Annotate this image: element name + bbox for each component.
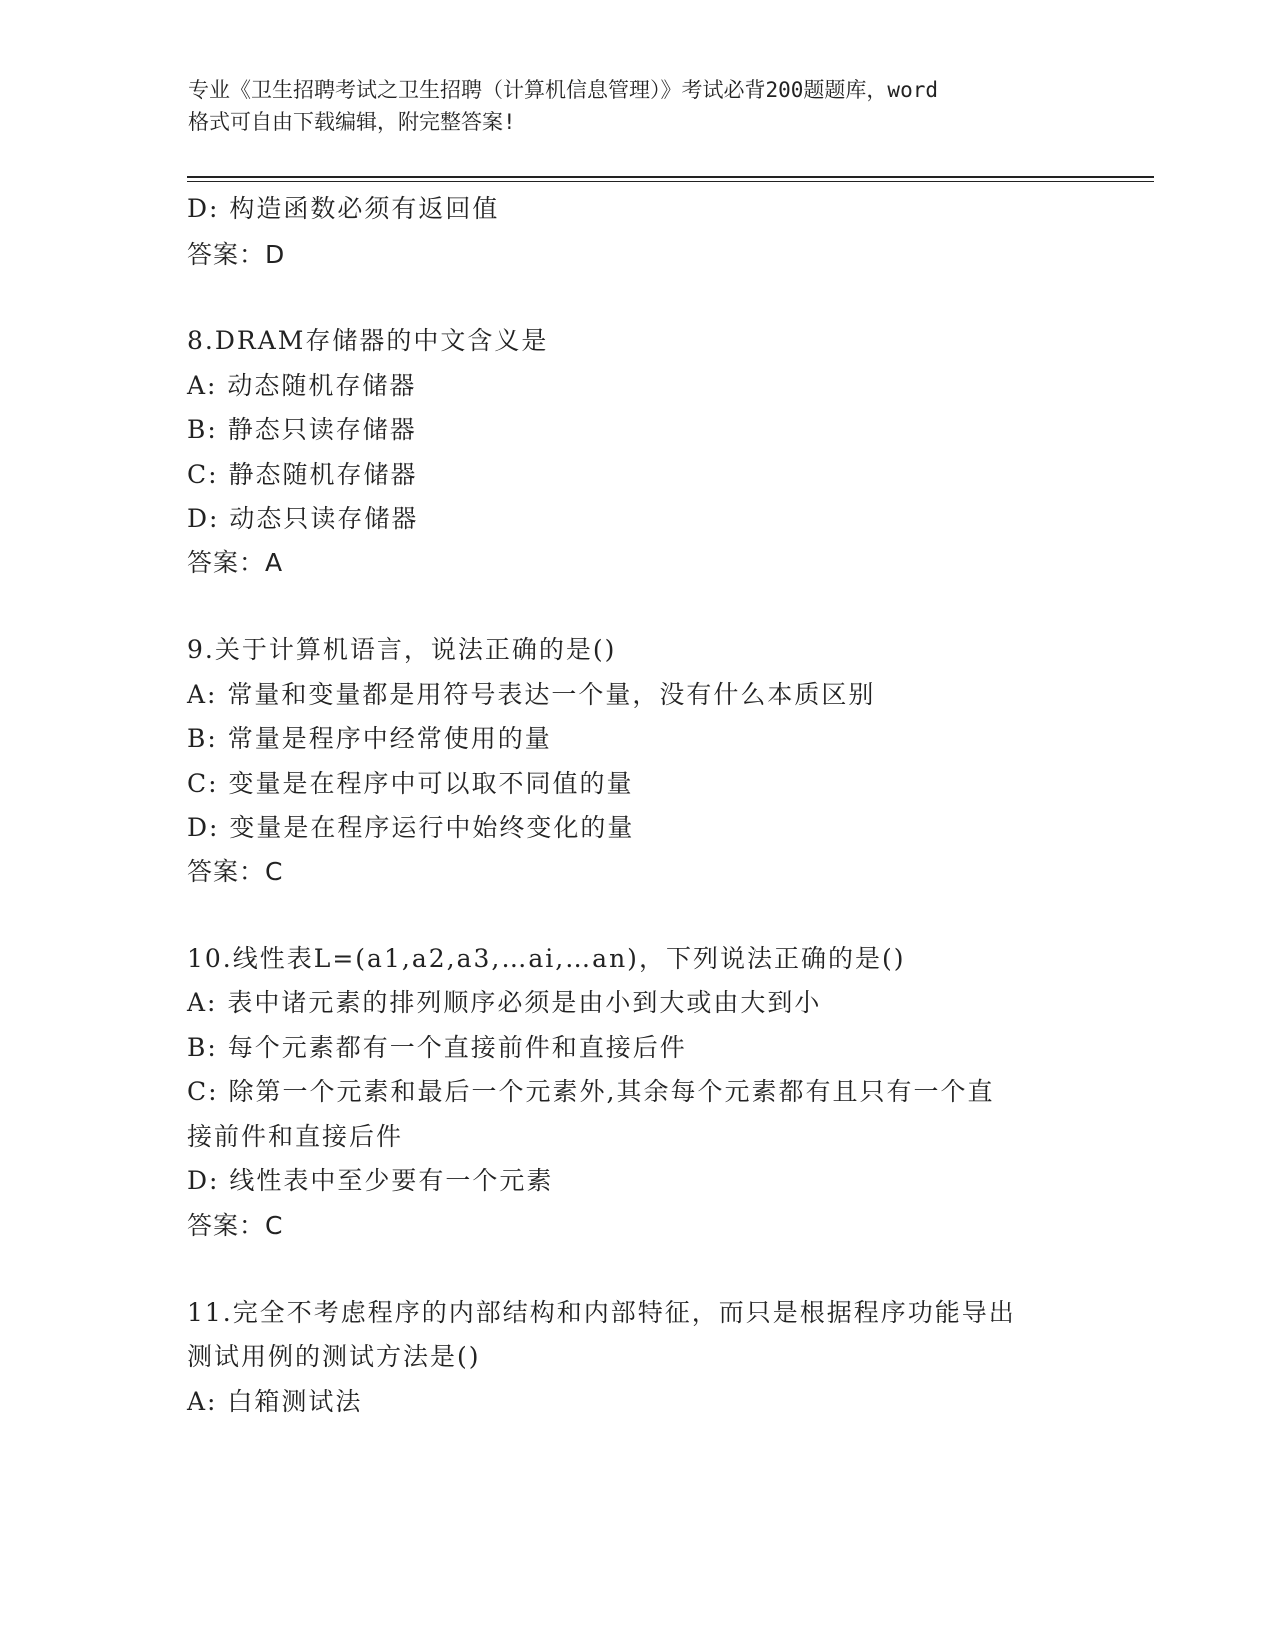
q9-option-a: A: 常量和变量都是用符号表达一个量，没有什么本质区别 xyxy=(187,680,876,709)
q9-answer: 答案：C xyxy=(187,857,284,886)
q11-question-continued: 测试用例的测试方法是() xyxy=(187,1342,481,1371)
q10-option-c-continued: 接前件和直接后件 xyxy=(187,1122,404,1151)
document-header xyxy=(188,74,1088,138)
q8-option-d: D: 动态只读存储器 xyxy=(187,504,419,533)
header-divider-thick xyxy=(187,176,1154,178)
q8-option-a: A: 动态随机存储器 xyxy=(187,371,417,400)
header-divider-thin xyxy=(187,181,1154,182)
q10-question: 10.线性表L=(a1,a2,a3,…ai,…an)，下列说法正确的是() xyxy=(187,944,906,973)
q9-option-b: B: 常量是程序中经常使用的量 xyxy=(187,724,552,753)
q11-option-a: A: 白箱测试法 xyxy=(187,1387,363,1416)
q7-option-d: D: 构造函数必须有返回值 xyxy=(187,194,500,223)
q8-option-c: C: 静态随机存储器 xyxy=(187,460,418,489)
q10-option-b: B: 每个元素都有一个直接前件和直接后件 xyxy=(187,1033,687,1062)
q10-option-a: A: 表中诸元素的排列顺序必须是由小到大或由大到小 xyxy=(187,988,822,1017)
q8-answer: 答案：A xyxy=(187,548,284,577)
header-title-line-2: 格式可自由下载编辑，附完整答案! xyxy=(188,110,516,134)
q10-option-d: D: 线性表中至少要有一个元素 xyxy=(187,1166,554,1195)
q10-option-c: C: 除第一个元素和最后一个元素外,其余每个元素都有且只有一个直 xyxy=(187,1077,995,1106)
q11-question: 11.完全不考虑程序的内部结构和内部特征，而只是根据程序功能导出 xyxy=(187,1298,1016,1327)
q7-answer: 答案：D xyxy=(187,240,286,269)
q9-option-c: C: 变量是在程序中可以取不同值的量 xyxy=(187,769,634,798)
q10-answer: 答案：C xyxy=(187,1211,284,1240)
q9-question: 9.关于计算机语言，说法正确的是() xyxy=(187,635,617,664)
q9-option-d: D: 变量是在程序运行中始终变化的量 xyxy=(187,813,635,842)
header-title-line-1: 专业《卫生招聘考试之卫生招聘（计算机信息管理）》考试必背200题题库，word xyxy=(188,78,938,102)
q8-question: 8.DRAM存储器的中文含义是 xyxy=(187,326,549,355)
q8-option-b: B: 静态只读存储器 xyxy=(187,415,417,444)
